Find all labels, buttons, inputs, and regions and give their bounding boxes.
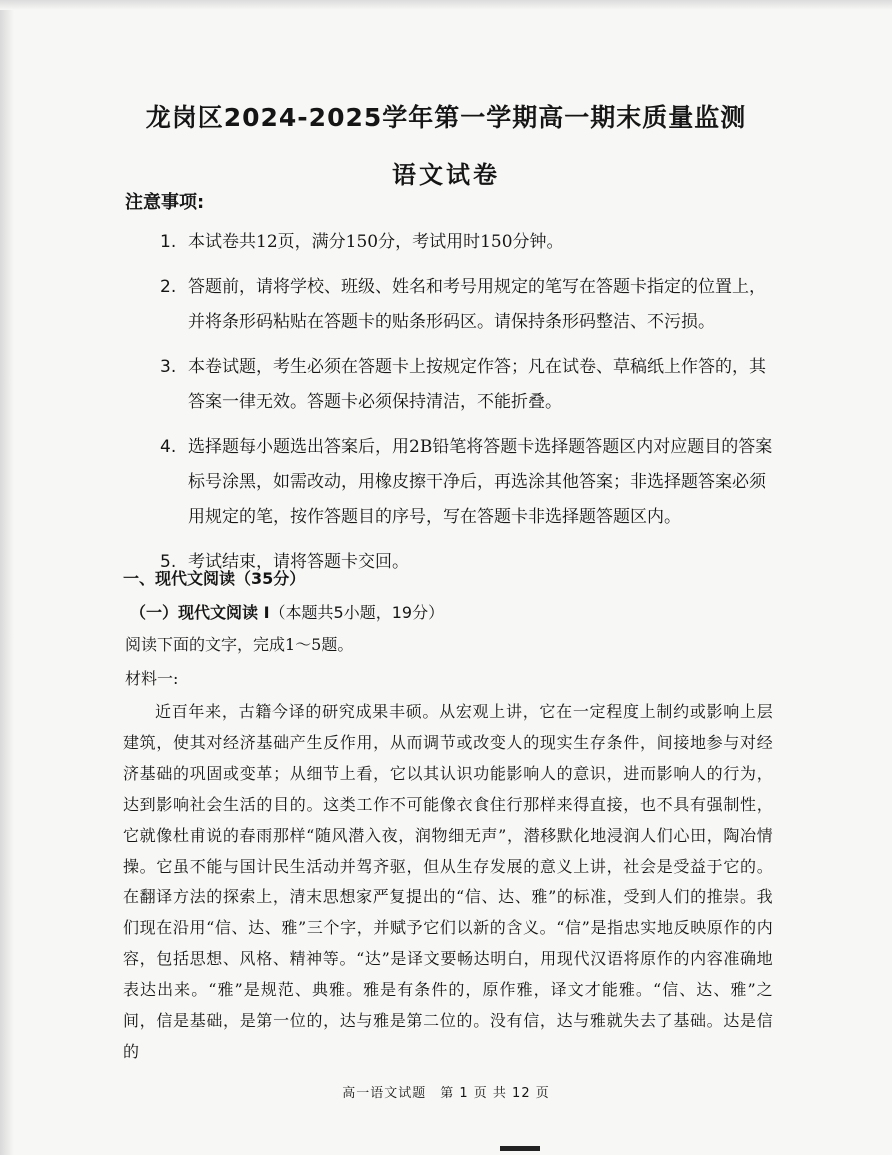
sub-section-detail: （本题共5小题，19分） — [269, 603, 445, 622]
exam-subtitle: 语文试卷 — [392, 161, 500, 189]
exam-title: 龙岗区2024-2025学年第一学期高一期末质量监测 — [145, 103, 747, 132]
notice-item-number: 5. — [160, 552, 177, 572]
notice-item — [160, 225, 775, 260]
notice-item-number: 1. — [160, 232, 177, 252]
notice-list — [160, 225, 775, 590]
notice-item — [160, 430, 775, 535]
notice-item-number: 2. — [160, 277, 177, 297]
notice-item-number: 4. — [160, 437, 177, 457]
notice-item-number: 3. — [160, 357, 177, 377]
notice-item-text: 考试结束，请将答题卡交回。 — [188, 552, 409, 572]
sub-section-title: （一）现代文阅读 I — [130, 603, 270, 622]
reading-instruction: 阅读下面的文字，完成1～5题。 — [125, 635, 354, 654]
page-footer: 高一语文试题 第 1 页 共 12 页 — [342, 1086, 550, 1101]
section-heading: 一、现代文阅读（35分） — [123, 569, 306, 588]
notice-item-text: 答题前，请将学校、班级、姓名和考号用规定的笔写在答题卡指定的位置上，并将条形码粘贴在答题卡的贴条形码区。请保持条形码整洁、不污损。 — [188, 277, 766, 332]
scan-mark — [500, 1146, 540, 1151]
notice-item-text: 选择题每小题选出答案后，用2B铅笔将答题卡选择题答题区内对应题目的答案标号涂黑，如需改动，用橡皮擦干净后，再选涂其他答案；非选择题答案必须用规定的笔，按作答题目的序号，写在答题卡非选择题答题区内。 — [188, 437, 773, 527]
scan-shadow-top — [0, 0, 892, 10]
notice-item — [160, 270, 775, 340]
notice-item — [160, 350, 775, 420]
notice-item-text: 本试卷共12页，满分150分，考试用时150分钟。 — [188, 232, 564, 252]
reading-passage: 近百年来，古籍今译的研究成果丰硕。从宏观上讲，它在一定程度上制约或影响上层建筑，使其对经济基础产生反作用，从而调节或改变人的现实生存条件，间接地参与对经济基础的巩固或变革；从细节上看，它以其认识功能影响人的意识，进而影响人的行为，达到影响社会生活的目的。这类工作不可能像衣食住行那样来得直接，也不具有强制性，它就像杜甫说的春雨那样“随风潜入夜，润物细无声”，潜移默化地浸润人们心田，陶冶情操。它虽不能与国计民生活动并驾齐驱，但从生存发展的意义上讲，社会是受益于它的。在翻译方法的探索上，清末思想家严复提出的“信、达、雅”的标准，受到人们的推崇。我们现在沿用“信、达、雅”三个字，并赋予它们以新的含义。“信”是指忠实地反映原作的内容，包括思想、风格、精神等。“达”是译文要畅达明白，用现代汉语将原作的内容准确地表达出来。“雅”是规范、典雅。雅是有条件的，原作雅，译文才能雅。“信、达、雅”之间，信是基础，是第一位的，达与雅是第二位的。没有信，达与雅就失去了基础。达是信的 — [123, 702, 773, 1061]
notice-heading: 注意事项: — [125, 192, 205, 213]
notice-item-text: 本卷试题，考生必须在答题卡上按规定作答；凡在试卷、草稿纸上作答的，其答案一律无效。答题卡必须保持清洁，不能折叠。 — [188, 357, 766, 412]
material-label: 材料一: — [125, 669, 179, 688]
sub-section-heading — [130, 600, 444, 623]
